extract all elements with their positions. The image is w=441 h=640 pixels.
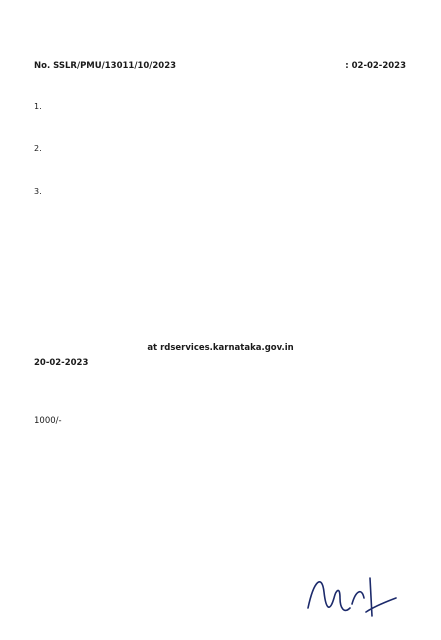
point-number: 3. [34,187,42,196]
fee-value: 1000/- [34,416,62,426]
online-line1-link: at rdservices.karnataka.gov.in [147,343,294,353]
point-number: 1. [34,102,42,111]
signature-mark [300,568,400,624]
reference-row [34,61,406,71]
online-application-line-2 [34,357,88,369]
point-number: 2. [34,144,42,153]
online-application-line-1 [0,342,441,354]
fee-line [34,415,62,427]
reference-number: No. SSLR/PMU/13011/10/2023 [34,61,177,71]
date-value: 02-02-2023 [351,61,406,71]
online-line2-date: 20-02-2023 [34,358,89,368]
reference-date: : 02-02-2023 [345,61,406,71]
